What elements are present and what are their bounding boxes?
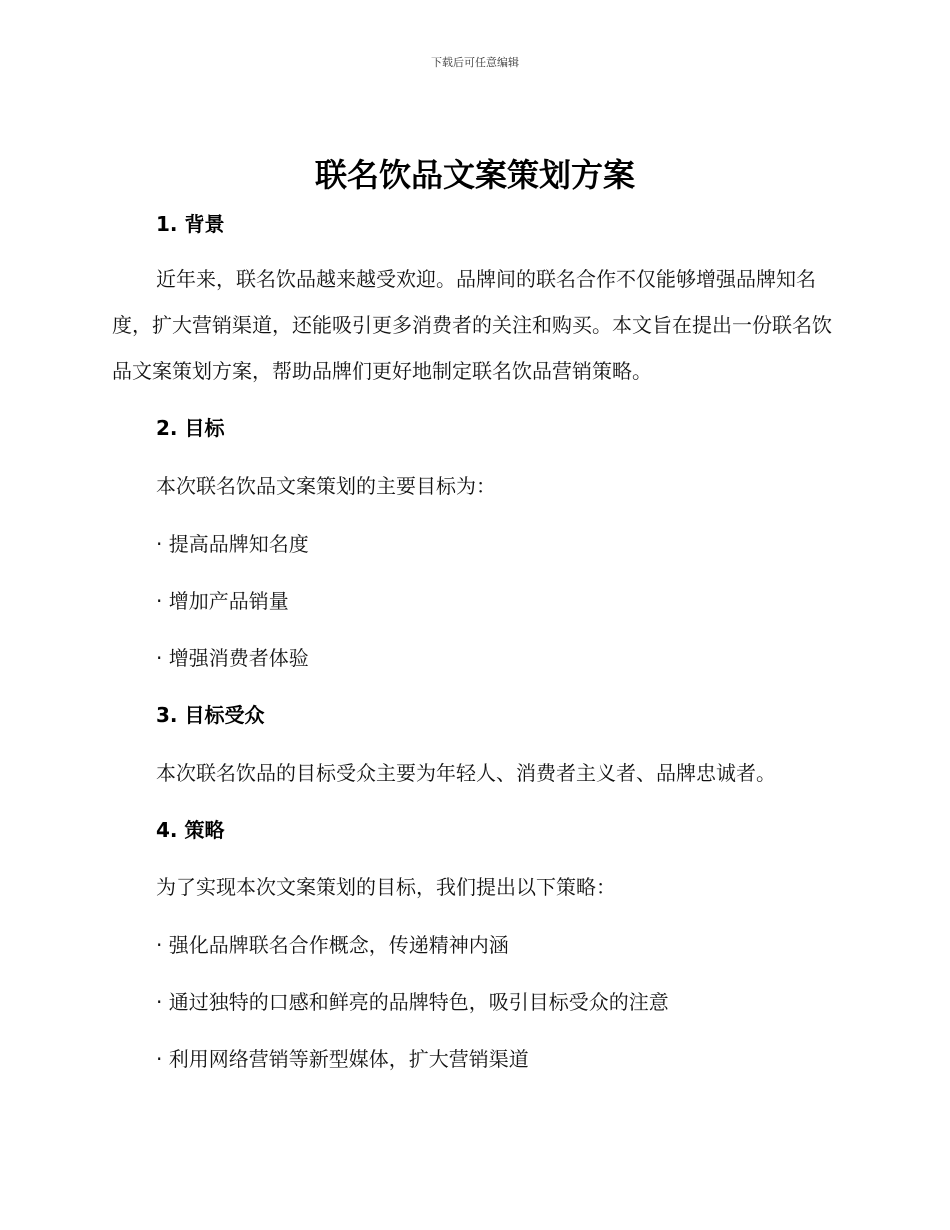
- goals-intro: 本次联名饮品文案策划的主要目标为：: [156, 474, 496, 498]
- goal-item-awareness: · 提高品牌知名度: [156, 532, 309, 556]
- goal-item-sales: · 增加产品销量: [156, 589, 289, 613]
- section-heading-background: 1. 背景: [156, 212, 225, 236]
- strategy-item-online-marketing: · 利用网络营销等新型媒体，扩大营销渠道: [156, 1047, 529, 1071]
- strategy-item-taste: · 通过独特的口感和鲜亮的品牌特色，吸引目标受众的注意: [156, 990, 669, 1014]
- section-heading-audience: 3. 目标受众: [156, 703, 265, 727]
- strategy-intro: 为了实现本次文案策划的目标，我们提出以下策略：: [156, 875, 616, 899]
- page-header-note: 下载后可任意编辑: [431, 56, 519, 69]
- strategy-item-concept: · 强化品牌联名合作概念，传递精神内涵: [156, 933, 509, 957]
- background-paragraph: 近年来，联名饮品越来越受欢迎。品牌间的联名合作不仅能够增强品牌知名度，扩大营销渠道，还能吸引更多消费者的关注和购买。本文旨在提出一份联名饮品文案策划方案，帮助品牌们更好地制定联名饮品营销策略。: [112, 267, 832, 383]
- document-title: 联名饮品文案策划方案: [314, 156, 635, 194]
- section-heading-strategy: 4. 策略: [156, 818, 225, 842]
- goal-item-experience: · 增强消费者体验: [156, 646, 309, 670]
- audience-description: 本次联名饮品的目标受众主要为年轻人、消费者主义者、品牌忠诚者。: [156, 761, 776, 785]
- section-heading-goals: 2. 目标: [156, 416, 225, 440]
